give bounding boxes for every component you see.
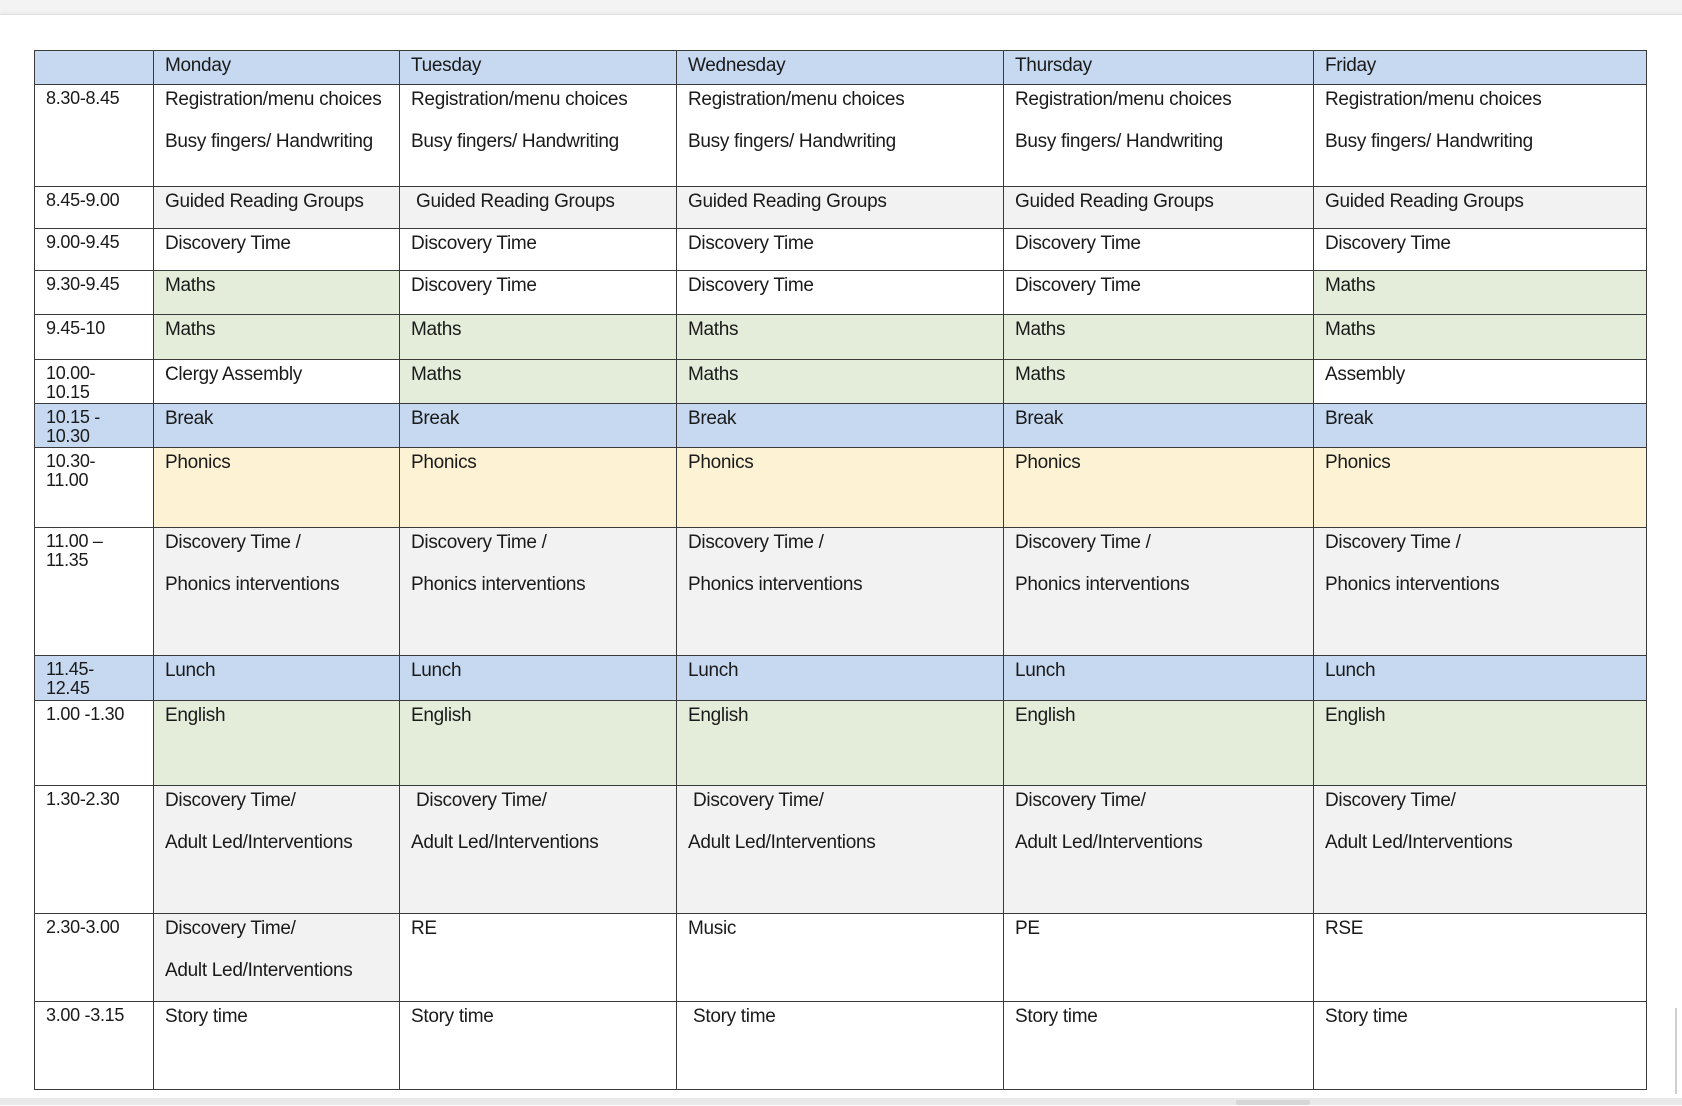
table-row	[35, 448, 1647, 528]
lesson-cell-friday	[1314, 786, 1647, 914]
lesson-cell-tuesday	[400, 360, 677, 404]
lesson-label: Phonics	[165, 452, 231, 473]
day-header-tuesday: Tuesday	[400, 51, 677, 85]
time-slot-label: 8.45-9.00	[46, 190, 120, 210]
lesson-label: Maths	[688, 319, 739, 340]
lesson-label: Break	[688, 408, 737, 429]
lesson-label: Discovery Time/	[1015, 790, 1146, 811]
lesson-label: Busy fingers/ Handwriting	[411, 131, 619, 152]
lesson-cell-wednesday	[677, 271, 1004, 315]
class-timetable	[34, 50, 1647, 1090]
lesson-label: Discovery Time/	[165, 918, 296, 939]
lesson-cell-monday	[154, 786, 400, 914]
lesson-label: Maths	[411, 364, 462, 385]
lesson-label: English	[688, 705, 749, 726]
time-slot-label: 11.35	[46, 550, 89, 570]
lesson-label: Discovery Time	[165, 233, 291, 254]
lesson-label: Discovery Time	[688, 275, 814, 296]
lesson-label: Maths	[1015, 364, 1066, 385]
lesson-cell-tuesday	[400, 656, 677, 701]
lesson-cell-monday	[154, 914, 400, 1002]
page-gap	[0, 1098, 1682, 1105]
lesson-label: Music	[688, 918, 737, 939]
time-slot-label: 10.15	[46, 382, 90, 402]
time-slot-label: 2.30-3.00	[46, 917, 120, 937]
lesson-cell-monday	[154, 229, 400, 271]
lesson-label: Discovery Time/	[165, 790, 296, 811]
lesson-label: Phonics interventions	[688, 574, 863, 595]
lesson-cell-wednesday	[677, 85, 1004, 187]
lesson-label: PE	[1015, 918, 1040, 939]
time-slot-cell	[35, 360, 154, 404]
table-row	[35, 187, 1647, 229]
lesson-label: Registration/menu choices	[1325, 89, 1542, 110]
lesson-label: Phonics interventions	[165, 574, 340, 595]
time-slot-label: 11.00 –	[46, 531, 103, 551]
lesson-label: Adult Led/Interventions	[411, 832, 599, 853]
lesson-label: Busy fingers/ Handwriting	[1015, 131, 1223, 152]
header-row	[35, 51, 1647, 85]
lesson-cell-thursday	[1004, 656, 1314, 701]
lesson-label: Discovery Time /	[688, 532, 824, 553]
lesson-cell-tuesday	[400, 187, 677, 229]
lesson-cell-monday	[154, 701, 400, 786]
time-slot-cell	[35, 656, 154, 701]
lesson-label: Maths	[1325, 319, 1376, 340]
time-slot-label: 10.30-	[46, 451, 96, 471]
lesson-cell-friday	[1314, 701, 1647, 786]
lesson-label: Discovery Time /	[165, 532, 301, 553]
lesson-label: Lunch	[688, 660, 739, 681]
lesson-label: Maths	[688, 364, 739, 385]
lesson-label: Break	[165, 408, 214, 429]
lesson-cell-tuesday	[400, 528, 677, 656]
table-row	[35, 701, 1647, 786]
lesson-cell-wednesday	[677, 786, 1004, 914]
lesson-cell-wednesday	[677, 187, 1004, 229]
corner-cell	[35, 51, 154, 85]
lesson-label: Phonics interventions	[1325, 574, 1500, 595]
lesson-label: Break	[1015, 408, 1064, 429]
time-slot-cell	[35, 404, 154, 448]
lesson-cell-thursday	[1004, 187, 1314, 229]
table-row	[35, 315, 1647, 360]
table-row	[35, 404, 1647, 448]
lesson-label: Assembly	[1325, 364, 1405, 385]
lesson-cell-thursday	[1004, 85, 1314, 187]
time-slot-label: 1.00 -1.30	[46, 704, 125, 724]
lesson-label: Registration/menu choices	[1015, 89, 1232, 110]
lesson-cell-thursday	[1004, 1002, 1314, 1090]
lesson-label: Busy fingers/ Handwriting	[1325, 131, 1533, 152]
lesson-cell-tuesday	[400, 786, 677, 914]
scrollbar-thumb[interactable]	[1236, 1100, 1310, 1105]
lesson-label: Discovery Time	[411, 233, 537, 254]
lesson-cell-monday	[154, 656, 400, 701]
lesson-label: Story time	[1325, 1006, 1408, 1027]
lesson-label: Discovery Time/	[688, 790, 824, 811]
lesson-cell-wednesday	[677, 229, 1004, 271]
lesson-label: Adult Led/Interventions	[165, 832, 353, 853]
lesson-label: Registration/menu choices	[411, 89, 628, 110]
time-slot-label: 10.00-	[46, 363, 96, 383]
lesson-cell-friday	[1314, 187, 1647, 229]
lesson-cell-tuesday	[400, 404, 677, 448]
lesson-cell-monday	[154, 360, 400, 404]
lesson-label: Clergy Assembly	[165, 364, 302, 385]
lesson-label: Guided Reading Groups	[688, 191, 887, 212]
time-slot-label: 9.00-9.45	[46, 232, 120, 252]
lesson-label: Discovery Time	[1015, 275, 1141, 296]
lesson-label: Lunch	[411, 660, 462, 681]
lesson-cell-tuesday	[400, 1002, 677, 1090]
lesson-cell-wednesday	[677, 360, 1004, 404]
lesson-label: Story time	[1015, 1006, 1098, 1027]
table-row	[35, 360, 1647, 404]
lesson-label: Discovery Time /	[1325, 532, 1461, 553]
day-header-friday: Friday	[1314, 51, 1647, 85]
lesson-label: Discovery Time	[411, 275, 537, 296]
lesson-label: Adult Led/Interventions	[688, 832, 876, 853]
time-slot-cell	[35, 786, 154, 914]
lesson-label: Phonics interventions	[411, 574, 586, 595]
lesson-cell-monday	[154, 187, 400, 229]
lesson-cell-monday	[154, 448, 400, 528]
lesson-cell-thursday	[1004, 701, 1314, 786]
time-slot-cell	[35, 85, 154, 187]
time-slot-label: 11.45-	[46, 659, 94, 679]
time-slot-cell	[35, 315, 154, 360]
lesson-label: RSE	[1325, 918, 1364, 939]
lesson-label: Break	[1325, 408, 1374, 429]
lesson-label: Discovery Time /	[1015, 532, 1151, 553]
lesson-cell-thursday	[1004, 315, 1314, 360]
lesson-label: Adult Led/Interventions	[165, 960, 353, 981]
time-slot-label: 1.30-2.30	[46, 789, 120, 809]
lesson-cell-tuesday	[400, 315, 677, 360]
lesson-label: Story time	[411, 1006, 494, 1027]
lesson-cell-wednesday	[677, 1002, 1004, 1090]
lesson-cell-tuesday	[400, 701, 677, 786]
lesson-cell-thursday	[1004, 448, 1314, 528]
lesson-label: Busy fingers/ Handwriting	[165, 131, 373, 152]
lesson-label: Maths	[411, 319, 462, 340]
lesson-cell-friday	[1314, 1002, 1647, 1090]
lesson-cell-friday	[1314, 448, 1647, 528]
lesson-cell-tuesday	[400, 914, 677, 1002]
time-slot-cell	[35, 229, 154, 271]
time-slot-cell	[35, 187, 154, 229]
lesson-cell-tuesday	[400, 271, 677, 315]
lesson-cell-friday	[1314, 271, 1647, 315]
lesson-label: Maths	[165, 319, 216, 340]
time-slot-cell	[35, 701, 154, 786]
lesson-label: Maths	[1325, 275, 1376, 296]
lesson-label: Phonics	[1325, 452, 1391, 473]
lesson-cell-monday	[154, 271, 400, 315]
time-slot-label: 9.30-9.45	[46, 274, 120, 294]
time-slot-label: 8.30-8.45	[46, 88, 120, 108]
lesson-label: Adult Led/Interventions	[1325, 832, 1513, 853]
lesson-label: Discovery Time	[688, 233, 814, 254]
time-slot-label: 10.15 -	[46, 407, 100, 427]
lesson-label: Break	[411, 408, 460, 429]
lesson-label: Phonics interventions	[1015, 574, 1190, 595]
day-header-monday: Monday	[154, 51, 400, 85]
lesson-cell-monday	[154, 315, 400, 360]
lesson-cell-friday	[1314, 656, 1647, 701]
lesson-cell-tuesday	[400, 85, 677, 187]
time-slot-cell	[35, 1002, 154, 1090]
table-row	[35, 786, 1647, 914]
lesson-cell-friday	[1314, 229, 1647, 271]
time-slot-label: 11.00	[46, 470, 89, 490]
lesson-label: Guided Reading Groups	[411, 191, 615, 212]
scrollbar-edge	[1675, 1008, 1677, 1094]
lesson-cell-wednesday	[677, 448, 1004, 528]
lesson-label: Busy fingers/ Handwriting	[688, 131, 896, 152]
lesson-cell-wednesday	[677, 404, 1004, 448]
lesson-label: Guided Reading Groups	[1325, 191, 1524, 212]
lesson-label: Lunch	[1325, 660, 1376, 681]
day-header-wednesday: Wednesday	[677, 51, 1004, 85]
lesson-label: English	[411, 705, 472, 726]
table-row	[35, 85, 1647, 187]
table-row	[35, 1002, 1647, 1090]
lesson-label: Registration/menu choices	[688, 89, 905, 110]
lesson-label: Adult Led/Interventions	[1015, 832, 1203, 853]
lesson-label: Story time	[165, 1006, 248, 1027]
lesson-label: Story time	[688, 1006, 776, 1027]
lesson-label: English	[1325, 705, 1386, 726]
lesson-cell-wednesday	[677, 701, 1004, 786]
table-row	[35, 229, 1647, 271]
lesson-label: Lunch	[165, 660, 216, 681]
table-row	[35, 914, 1647, 1002]
time-slot-label: 10.30	[46, 426, 90, 446]
timetable-body	[35, 85, 1647, 1090]
lesson-label: English	[165, 705, 226, 726]
lesson-label: English	[1015, 705, 1076, 726]
lesson-cell-monday	[154, 85, 400, 187]
lesson-cell-thursday	[1004, 404, 1314, 448]
lesson-label: Maths	[165, 275, 216, 296]
lesson-cell-thursday	[1004, 786, 1314, 914]
lesson-cell-thursday	[1004, 360, 1314, 404]
lesson-cell-thursday	[1004, 528, 1314, 656]
lesson-cell-thursday	[1004, 229, 1314, 271]
time-slot-cell	[35, 271, 154, 315]
time-slot-label: 3.00 -3.15	[46, 1005, 125, 1025]
lesson-cell-thursday	[1004, 914, 1314, 1002]
lesson-label: Discovery Time /	[411, 532, 547, 553]
time-slot-cell	[35, 448, 154, 528]
lesson-cell-friday	[1314, 404, 1647, 448]
day-header-thursday: Thursday	[1004, 51, 1314, 85]
time-slot-label: 9.45-10	[46, 318, 105, 338]
lesson-label: Guided Reading Groups	[165, 191, 364, 212]
table-row	[35, 528, 1647, 656]
lesson-label: Discovery Time/	[1325, 790, 1456, 811]
lesson-label: Phonics	[688, 452, 754, 473]
table-row	[35, 271, 1647, 315]
lesson-label: Lunch	[1015, 660, 1066, 681]
lesson-cell-friday	[1314, 914, 1647, 1002]
lesson-cell-thursday	[1004, 271, 1314, 315]
lesson-label: Phonics	[411, 452, 477, 473]
lesson-cell-tuesday	[400, 448, 677, 528]
lesson-label: Maths	[1015, 319, 1066, 340]
lesson-cell-wednesday	[677, 914, 1004, 1002]
lesson-label: Phonics	[1015, 452, 1081, 473]
table-row	[35, 656, 1647, 701]
lesson-cell-monday	[154, 404, 400, 448]
lesson-cell-wednesday	[677, 656, 1004, 701]
lesson-cell-wednesday	[677, 315, 1004, 360]
lesson-label: RE	[411, 918, 437, 939]
lesson-cell-tuesday	[400, 229, 677, 271]
lesson-cell-friday	[1314, 360, 1647, 404]
lesson-label: Discovery Time/	[411, 790, 547, 811]
time-slot-label: 12.45	[46, 678, 90, 698]
lesson-label: Registration/menu choices	[165, 89, 382, 110]
lesson-cell-friday	[1314, 528, 1647, 656]
lesson-cell-wednesday	[677, 528, 1004, 656]
lesson-cell-monday	[154, 528, 400, 656]
lesson-label: Discovery Time	[1325, 233, 1451, 254]
lesson-cell-monday	[154, 1002, 400, 1090]
document-page	[0, 14, 1682, 1106]
lesson-cell-friday	[1314, 85, 1647, 187]
lesson-label: Discovery Time	[1015, 233, 1141, 254]
lesson-label: Guided Reading Groups	[1015, 191, 1214, 212]
time-slot-cell	[35, 914, 154, 1002]
lesson-cell-friday	[1314, 315, 1647, 360]
time-slot-cell	[35, 528, 154, 656]
